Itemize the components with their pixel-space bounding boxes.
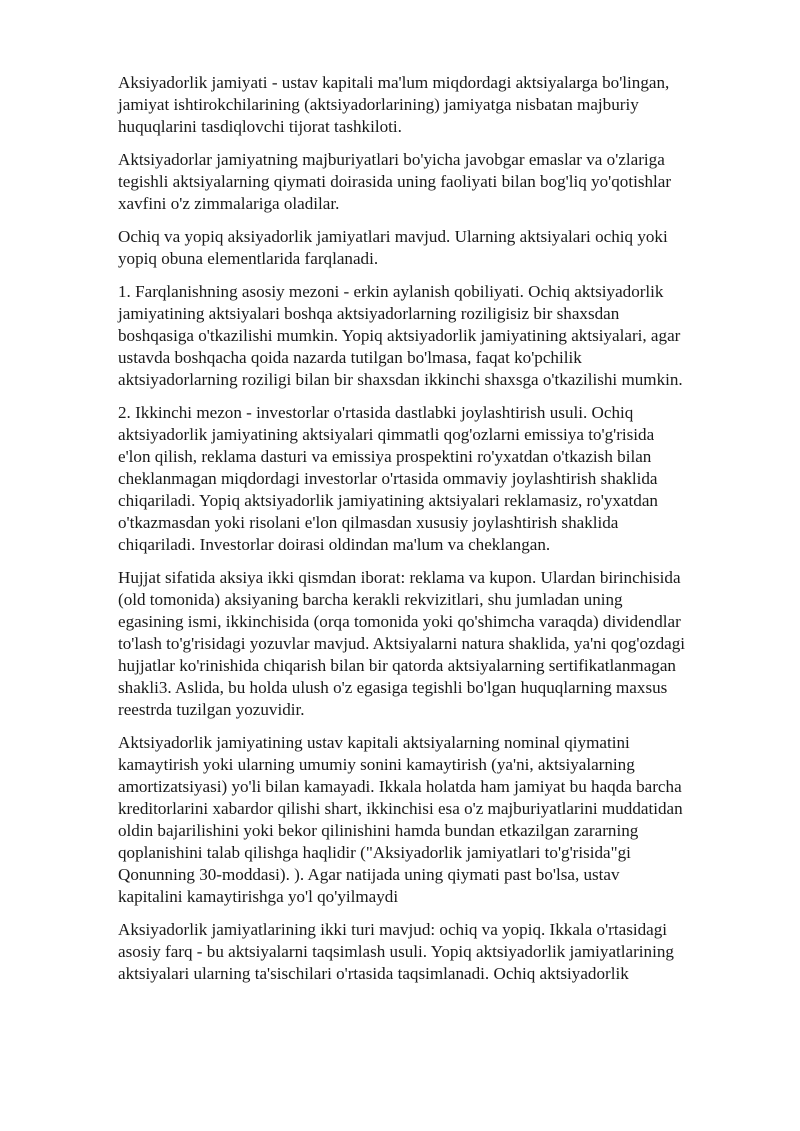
- document-body: [118, 72, 748, 996]
- paragraph-two-types: Aksiyadorlik jamiyatlarining ikki turi mavjud: ochiq va yopiq. Ikkala o'rtasidagi asosiy farq - bu aktsiyalarni taqsimlash usuli. Yopiq aktsiyadorlik jamiyatlarining aktsiyalari ularning ta'sischilari o'rtasida taqsimlanadi. Ochiq aktsiyadorlik: [118, 920, 674, 983]
- paragraph-open-closed-types: Ochiq va yopiq aksiyadorlik jamiyatlari mavjud. Ularning aktsiyalari ochiq yoki yopiq obuna elementlarida farqlanadi.: [118, 227, 668, 268]
- paragraph-criterion-2: 2. Ikkinchi mezon - investorlar o'rtasida dastlabki joylashtirish usuli. Ochiq aktsiyadorlik jamiyatining aktsiyalari qimmatli qog'ozlarni emissiya to'g'risida e'lon qilish, reklama dasturi va emissiya prospektini ro'yxatdan o'tkazish bilan cheklanmagan miqdordagi investorlar o'rtasida ommaviy joylashtirish shaklida chiqariladi. Yopiq aktsiyadorlik jamiyatining aktsiyalari reklamasiz, ro'yxatdan o'tkazmasdan yoki risolani e'lon qilmasdan xususiy joylashtirish shaklida chiqariladi. Investorlar doirasi oldindan ma'lum va cheklangan.: [118, 403, 658, 554]
- paragraph-share-document: Hujjat sifatida aksiya ikki qismdan iborat: reklama va kupon. Ulardan birinchisida (old tomonida) aksiyaning barcha kerakli rekvizitlari, shu jumladan uning egasining ismi, ikkinchisida (orqa tomonida yoki qo'shimcha varaqda) dividendlar to'lash to'g'risidagi yozuvlar mavjud. Aktsiyalarni natura shaklida, ya'ni qog'ozdagi hujjatlar ko'rinishida chiqarish bilan bir qatorda aktsiyalarning sertifikatlanmagan shakli3. Aslida, bu holda ulush o'z egasiga tegishli bo'lgan huquqlarning maxsus reestrda tuzilgan yozuvidir.: [118, 568, 686, 719]
- paragraph-shareholder-liability: Aktsiyadorlar jamiyatning majburiyatlari bo'yicha javobgar emaslar va o'zlariga tegishli aktsiyalarning qiymati doirasida uning faoliyati bilan bog'liq yo'qotishlar xavfini o'z zimmalariga oladilar.: [118, 150, 672, 213]
- paragraph-criterion-1: 1. Farqlanishning asosiy mezoni - erkin aylanish qobiliyati. Ochiq aktsiyadorlik jamiyatining aktsiyalari boshqa aktsiyadorlarning roziligisiz bir shaxsdan boshqasiga o'tkazilishi mumkin. Yopiq aktsiyadorlik jamiyatining aktsiyalari, agar ustavda boshqacha qoida nazarda tutilgan bo'lmasa, faqat ko'pchilik aktsiyadorlarning roziligi bilan bir shaxsdan ikkinchi shaxsga o'tkazilishi mumkin.: [118, 282, 683, 389]
- paragraph-capital-reduction: Aktsiyadorlik jamiyatining ustav kapitali aktsiyalarning nominal qiymatini kamaytirish yoki ularning umumiy sonini kamaytirish (ya'ni, aktsiyalarning amortizatsiyasi) yo'li bilan kamayadi. Ikkala holatda ham jamiyat bu haqda barcha kreditorlarini xabardor qilishi shart, ikkinchisi esa o'z majburiyatlarini muddatidan oldin bajarilishini yoki bekor qilinishini hamda bundan etkazilgan zararning qoplanishini talab qilishga haqlidir ("Aksiyadorlik jamiyatlari to'g'risida"gi Qonunning 30-moddasi). ). Agar natijada uning qiymati past bo'lsa, ustav kapitalini kamaytirishga yo'l qo'yilmaydi: [118, 733, 683, 906]
- paragraph-definition: Aksiyadorlik jamiyati - ustav kapitali ma'lum miqdordagi aktsiyalarga bo'lingan, jamiyat ishtirokchilarining (aktsiyadorlarining) jamiyatga nisbatan majburiy huquqlarini tasdiqlovchi tijorat tashkiloti.: [118, 73, 670, 136]
